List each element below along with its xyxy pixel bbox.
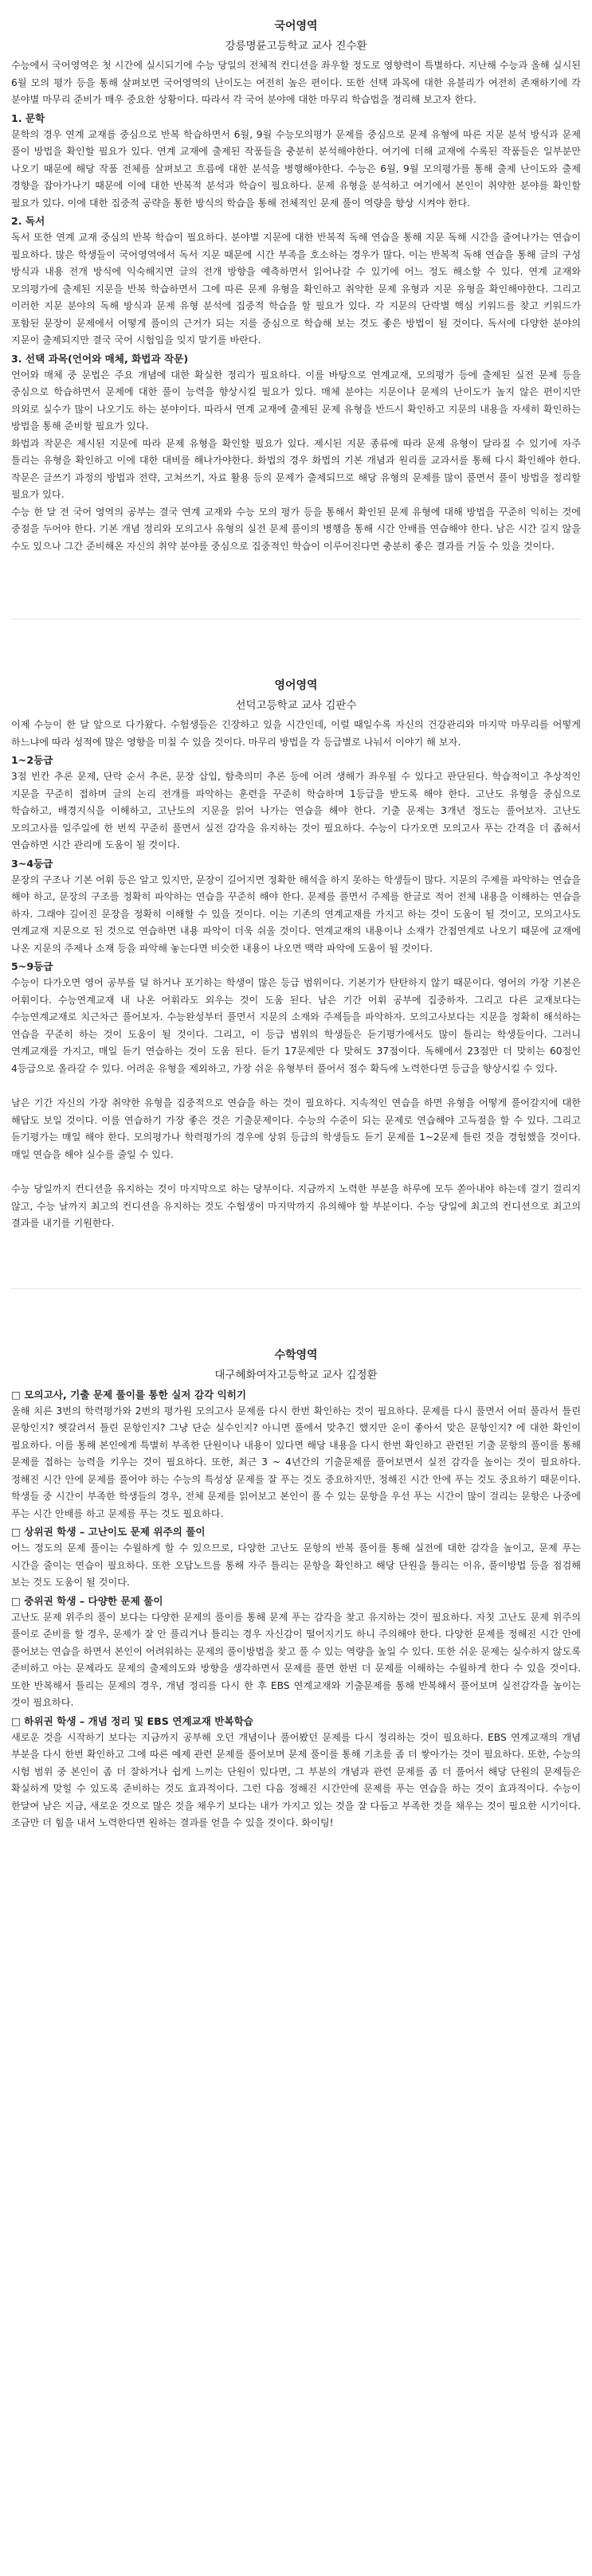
math-lower-tier-heading: □ 하위권 학생 – 개념 정리 및 EBS 연계교재 반복학습 [11, 1714, 253, 1727]
math-author: 대구혜화여자고등학교 교사 김정환 [214, 1368, 378, 1382]
math-section [0, 1329, 592, 1840]
math-practice-heading: □ 모의고사, 기출 문제 풀이를 통한 실저 감각 익히기 [11, 1388, 247, 1401]
korean-reading-heading: 2. 독서 [11, 215, 45, 227]
korean-literature-body: 문학의 경우 연계 교재를 중심으로 반복 학습하면서 6월, 9월 수능모의평가 문제를 중심으로 문제 유형에 따른 지문 분석 방식과 문제 풀이 방법을 확인할 필요가 있다. 연계 교재에 출제된 작품들을 충분히 분석해야한다. 여기에 더해 교재에 수록된 작품들은 일부분만 나오기 때문에 해당 작품 전체를 살펴보고 흐름에 대한 분석을 병행해야한다. 수능은 6월, 9월 모의평가를 통해 출제 난이도와 출제 경향을 잡아가나기 때문에 이에 대한 반복적 분석과 학습이 필요하다. 문제 유형을 분석하고 여기에서 본인이 취약한 분야를 확인할 필요가 있다. 이에 대한 집중적 공략을 통한 방식의 학습을 통해 전체적인 문제 풀이 역량을 향상 시켜야 한다. [11, 128, 581, 209]
math-lower-tier-body: 새로운 것을 시작하기 보다는 지금까지 공부해 오던 개념이나 풀어봤던 문제를 다시 정리하는 것이 필요하다. EBS 연계교재의 개념 부분을 다시 한번 확인하고 그에 따른 예제 관련 문제를 풀어보며 문제 풀이를 통해 기초를 좀 더 쌓아가는 것이 필요하다. 또한, 수능의 시험 범위 중 본인이 좀 더 잘하거나 쉽게 느끼는 단원이 있다면, 그 부분의 개념과 관련 문제를 좀 더 풀어서 해당 단원의 문제들은 확실하게 맞힐 수 있도록 준비하는 것도 효과적이다. 그런 다음 정해진 시간안에 문제를 푸는 연습을 하는 것이 효과적이다. 수능이 한달여 남은 지금, 새로운 것으로 많은 것을 채우기 보다는 내가 가지고 있는 것을 잘 다듬고 부족한 것을 채우는 것이 필요한 시기이다. 조금만 더 힘을 내서 노력한다면 원하는 결과를 얻을 수 있을 것이다. 화이팅! [11, 1731, 581, 1828]
english-author: 선덕고등학교 교사 김판수 [235, 699, 357, 712]
korean-literature-heading: 1. 문학 [11, 111, 45, 124]
english-intro: 이제 수능이 한 달 앞으로 다가왔다. 수험생들은 긴장하고 있을 시간인데, 이럴 때일수록 자신의 건강관리와 마지막 마무리를 어떻게 하느냐에 따라 성적에 많은 영향을 미칠 수 있을 것이다. 마무리 방법을 각 등급별로 나눠서 이야기 해 보자. [11, 719, 581, 748]
korean-author: 강릉명륜고등학교 교사 진수환 [225, 40, 367, 53]
english-closing-2: 수능 당일까지 컨디션을 유지하는 것이 마지막으로 하는 당부이다. 지금까지 노력한 부분을 하루에 모두 쏟아내야 하는데 걸기 걸리지 않고, 수능 날까지 최고의 컨디션을 유지하는 것도 수험생이 마지막까지 유의해야 할 부분이다. 수능 당일에 최고의 컨디션으로 최고의 결과를 내기를 기원한다. [11, 1183, 581, 1229]
english-grade-5-9-heading: 5~9등급 [11, 960, 53, 972]
korean-elective-body-3: 수능 한 달 전 국어 영역의 공부는 결국 연계 교재와 수능 모의 평가 등을 통해서 확인된 문제 유형에 대해 방법을 꾸준히 익히는 것에 중점을 두어야 한다. 기본 개념 정리와 모의고사 유형의 실전 문제 풀이의 병행을 통해 시간 안배를 연습해야 한다. 남은 시간 길지 않을 수도 있으나 그간 준비해온 자신의 취약 분야를 중심으로 집중적인 학습이 이루어진다면 충분히 좋은 결과를 거둘 수 있을 것이다. [11, 506, 581, 552]
math-title: 수학영역 [274, 1348, 318, 1362]
korean-title: 국어영역 [274, 20, 318, 33]
korean-section [0, 0, 592, 563]
math-middle-tier-body: 고난도 문제 위주의 풀이 보다는 다양한 문제의 풀이를 통해 문제 푸는 감각을 찾고 유지하는 것이 필요하다. 자칫 고난도 문제 위주의 풀이로 준비를 할 경우, 문제가 잘 안 풀리거나 틀리는 경우 자신감이 떨어지기도 하니 주의해야 한다. 다양한 문제를 정해진 시간 안에 풀어보는 연습을 하면서 본인이 어려워하는 문제의 풀이방법을 찾고 풀 수 있는 역량을 높일 수 있다. 또한 쉬운 문제는 실수하지 않도록 준비하고 아는 문제라도 문제의 출제의도와 방향을 생각하면서 문제를 풀면 한번 더 문제를 이해하는 수월하게 한다 수 있을 것이다. 또한 반복해서 틀리는 문제의 경우, 개념 정리를 다시 한 후 EBS 연계교재와 기출문제를 통해 반복해서 풀어보며 실전감각을 높이는 것이 필요하다. [11, 1611, 581, 1708]
korean-elective-body-2: 화법과 작문은 제시된 지문에 따라 문제 유형을 확인할 필요가 있다. 제시된 지문 종류에 따라 문제 유형이 달라질 수 있기에 자주 틀리는 유형을 확인하고 이에 대한 대비를 해나가야한다. 화법의 경우 화법의 기본 개념과 원리를 교과서를 통해 다시 확인해야 한다. 작문은 글쓰기 과정의 방법과 전략, 고쳐쓰기, 자료 활용 등의 문제가 출제되므로 해당 유형의 문제를 많이 풀면서 풀이 방법을 정리할 필요가 있다. [11, 437, 581, 500]
english-grade-5-9-body: 수능이 다가오면 영어 공부를 덜 하거나 포기하는 학생이 많은 등급 범위이다. 기본기가 탄탄하지 않기 때문이다. 영어의 가장 기본은 어휘이다. 수능연계교재 내 나온 어휘라도 외우는 것이 도움 된다. 남은 기간 어휘 공부에 집중하자. 그리고 다른 교재보다는 수능연계교재로 치근차근 풀어보자. 수능완성부터 풀면서 지문의 소재와 주제들을 파악하자. 모의고사보다는 지문을 정확히 해석하는 연습을 꾸준히 하는 것이 도움이 될 것이다. 그리고, 이 등급 범위의 학생들은 듣기평가에서도 많이 틀리는 학생들이다. 그러니 연계교재를 가지고, 매일 듣기 연습하는 것이 도움 된다. 듣기 17문제만 다 맞혀도 37점이다. 독해에서 23점만 더 맞히는 60점인 4등급으로 올라갈 수 있다. 어려운 유형을 제외하고, 가장 쉬운 유형부터 풀어서 점수 확득에 노력한다면 등급을 향상시킬 수 있다. [11, 977, 581, 1074]
english-title: 영어영역 [274, 679, 318, 692]
english-grade-1-2-heading: 1~2등급 [11, 754, 53, 766]
english-grade-1-2-body: 3점 빈칸 추론 문제, 단락 순서 추론, 문장 삽입, 함축의미 추론 등에 어려 생해가 좌우될 수 있다고 판단된다. 학습적이고 추상적인 지문을 꾸준히 접하며 글의 논리 전개를 파악하는 훈련을 꾸준히 학습하며 1등급을 받도록 해야 한다. 고난도 유형을 중심으로 학습하고, 배경지식을 이해하고, 고난도의 지문을 읽어 나가는 연습을 해야 한다. 기출 문제는 3개년 정도는 풀어보자. 고난도 모의고사를 일주일에 한 번씩 꾸준히 풀면서 실전 감각을 유지하는 것이 필요하다. 수능이 다가오면 모의고사 푸는 간격을 더 좁혀서 연습하면 시간 관리에 도움이 될 것이다. [11, 771, 581, 850]
english-section [0, 659, 592, 1241]
english-closing-1: 남은 기간 자신의 가장 취약한 유형을 집중적으로 연습을 하는 것이 필요하다. 지속적인 연습을 하면 유형을 어떻게 풀어갈지에 대한 해답도 보일 것이다. 이를 연습하기 가장 좋은 것은 기출문제이다. 수능의 수준이 되는 문제로 연습해야 고득점을 할 수 있다. 그리고 듣기평가는 매일 해야 한다. 모의평가나 학력평가의 경우에 상위 등급의 학생들도 듣기 문제를 1~2문제 틀린 것을 경험했을 것이다. 매일 연습을 해야 실수를 줄일 수 있다. [11, 1097, 581, 1160]
korean-reading-body: 독서 또한 연계 교재 중심의 반복 학습이 필요하다. 분야별 지문에 대한 반복적 독해 연습을 통해 지문 독해 시간을 줄여나가는 연습이 필요하다. 많은 학생들이 국어영역에서 독서 지문 때문에 시간 부족을 호소하는 경우가 많다. 이는 반복적 독해 연습을 통해 글의 구성 방식과 내용 전개 방식에 익숙해지면 글의 전개 방향을 예측하면서 읽어나갈 수 있기에 어느 정도 해소할 수 있다. 연계 교재와 모의평가에 출제된 지문을 반복 학습하면서 그에 따른 문제 유형을 확인하고 취약한 문제 유형과 지문 유형을 확인해야한다. 그리고 이러한 지문 분야의 독해 방식과 문제 유형 분석에 집중적 학습을 할 필요가 있다. 각 지문의 단락별 핵심 키워드를 찾고 키워드가 포함된 문장이 문제에서 어떻게 풀이의 근거가 되는 지를 중심으로 학습해 보는 것도 좋은 방법이 될 것이다. 독서에 다양한 분야의 지문이 출제되지만 결국 국어 시험임을 잊지 말기를 바란다. [11, 232, 581, 346]
english-grade-3-4-body: 문장의 구조나 기본 어휘 등은 알고 있지만, 문장이 길어지면 정확한 해석을 하지 못하는 학생들이 많다. 지문의 주제를 파악하는 연습을 해야 하고, 문장의 구조를 정확히 파악하는 연습을 꾸준히 해야 한다. 문제를 풀면서 주제를 한글로 적어 전체 내용을 이해하는 연습을 하자. 그래야 길어진 문장을 정확히 이해할 수 있을 것이다. 이는 기존의 연계교재를 가지고 하는 것이 도움이 될 것이고, 모의고사도 연계교재 지문으로 된 것으로 연습하면 내용 파악이 더욱 쉬울 것이다. 연계교재의 내용이나 소재가 간접연계로 나오기 때문에 교재에 나온 지문의 주제나 소재 등을 파악해 놓는다면 비슷한 내용이 나오면 맥락 파악에 도움이 될 것이다. [11, 874, 581, 954]
math-upper-tier-body: 어느 정도의 문제 풀이는 수월하게 할 수 있으므로, 다양한 고난도 문항의 반복 풀이를 통해 실전에 대한 감각을 높이고, 문제 푸는 시간을 줄이는 연습이 필요하다. 또한 오답노트를 통해 자주 틀리는 문항을 확인하고 해당 단원을 틀리는 이유, 풀이방법 등을 점검해 보는 것도 도움이 될 것이다. [11, 1542, 581, 1588]
english-grade-3-4-heading: 3~4등급 [11, 857, 53, 870]
korean-elective-body-1: 언어와 매체 중 문법은 주요 개념에 대한 확실한 정리가 필요하다. 이를 바탕으로 연계교재, 모의평가 등에 출제된 실전 문제 등을 중심으로 학습하면서 문제에 대한 풀이 능력을 향상시킬 필요가 있다. 매체 분야는 지문이나 문제의 난이도가 높지 않은 편이지만 의외로 실수가 많이 나오기도 하는 분야이다. 따라서 연계 교재에 출제된 문제 유형을 반드시 확인하고 지문의 내용을 자세히 확인하는 방법을 통해 준비할 필요가 있다. [11, 369, 581, 432]
korean-elective-heading: 3. 선택 과목(언어와 매체, 화법과 작문) [11, 352, 189, 365]
math-middle-tier-heading: □ 중위권 학생 – 다양한 문제 풀이 [11, 1594, 163, 1607]
math-upper-tier-heading: □ 상위권 학생 – 고난이도 문제 위주의 풀이 [11, 1526, 206, 1538]
math-practice-body: 올해 치른 3번의 학력평가와 2번의 평가원 모의고사 문제를 다시 한번 확인하는 것이 필요하다. 문제를 다시 풀면서 어떠 풀라서 틀린 문항인지? 헷갈려서 틀린 문항인지? 그냥 단순 실수인지? 아니면 풀에서 맞추긴 했지만 운이 좋아서 맞은 문항인지? 에 대한 확인이 필요하다. 이를 통해 본인에게 특별히 부족한 단원이나 내용이 있다면 해당 내용을 다시 한번 확인하고 관련된 기출 문항의 풀이를 통해 문제를 접하는 능력을 키우는 것이 필요하다. 또한, 최근 3 ~ 4년간의 기출문제를 풀어보면서 실전 감각을 높이는 것이 필요하다. 정해진 시간 안에 문제를 풀어야 하는 수능의 특성상 문제를 잘 푸는 것도 중요하지만, 정해진 시간 안에 푸는 것도 중요하기 때문이다. 학생들 중 시간이 부족한 학생들의 경우, 전체 문제를 읽어보고 본인이 풀 수 있는 문항을 우선 푸는 시간이 많이 걸리는 문항은 나중에 푸는 시간 안배를 하고 문제를 푸는 것도 필요하다. [11, 1405, 581, 1519]
korean-intro: 수능에서 국어영역은 첫 시간에 실시되기에 수능 당일의 전체적 컨디션을 좌우할 정도로 영향력이 특별하다. 지난해 수능과 올해 실시된 6월 모의 평가 등을 통해 살펴보면 국어영역의 난이도는 여전히 높은 편이다. 또한 선택 과목에 대한 유불리가 여전히 존재하기에 각 분야별 마무리 준비가 매우 중요한 상황이다. 따라서 각 국어 분야에 대한 마무리 학습법을 정리해 보고자 한다. [11, 60, 581, 105]
